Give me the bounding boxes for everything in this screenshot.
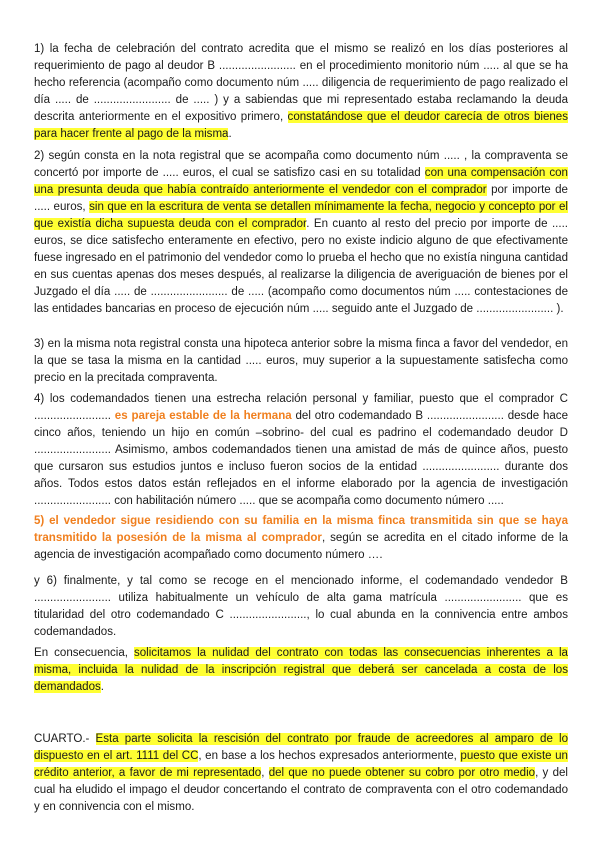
- paragraph-1: [34, 41, 568, 143]
- paragraph-4-text: 4) los codemandados tienen una estrecha relación personal y familiar, puesto que el comprador C ........................: [34, 393, 568, 423]
- highlight-deed-details: sin que en la escritura de venta se detallen mínimamente la fecha, negocio y concepto por el que existía dicha supuesta deuda con el comprador: [34, 201, 568, 231]
- highlight-rescission: Esta parte solicita la rescisión del contrato por fraude de acreedores al amparo de lo dispuesto en el art. 1111 del CC: [34, 733, 568, 763]
- paragraph-6: [34, 573, 568, 641]
- paragraph-2: [34, 148, 568, 318]
- paragraph-1-text: 1) la fecha de celebración del contrato acredita que el mismo se realizó en los días posteriores al requerimiento de pago al deudor B ........................ en el procedimiento monitorio núm ..... al que se ha hecho referencia (acompaño como documento núm ..... diligencia de requerimiento de pago realizado el día ..... de ........................ de ..... ) y a sabiendas que mi representado estaba reclamando la deuda descrita anteriormente en el expositivo primero,: [34, 43, 568, 124]
- emphasis-seller-residing: el vendedor sigue residiendo con su familia en la misma finca transmitida sin que se haya transmitido la posesión de la misma al comprador: [34, 515, 569, 545]
- paragraph-cuarto: [34, 731, 568, 816]
- paragraph-3: [34, 336, 568, 387]
- highlight-no-other-assets: constatándose que el deudor carecía de otros bienes para hacer frente al pago de la misma: [34, 111, 568, 141]
- paragraph-5-text: , según se acredita en el citado informe de la agencia de investigación acompañado como documento número ….: [34, 532, 568, 562]
- paragraph-7: [34, 645, 568, 696]
- paragraph-6-text: y 6) finalmente, y tal como se recoge en el mencionado informe, el codemandado vendedor B ........................ utiliza habitualmente un vehículo de alta gama matrícula ........................ que es titularidad del otro codemandado C ........................, lo cual abunda en la connivencia entre ambos codemandados.: [34, 575, 568, 639]
- paragraph-cuarto-comma: ,: [261, 767, 269, 780]
- paragraph-1-end: .: [228, 128, 232, 141]
- paragraph-2-text: 2) según consta en la nota registral que se acompaña como documento núm ..... , la compraventa se concertó por importe de ..... euros, el cual se satisfizo casi en su totalidad: [34, 150, 568, 180]
- paragraph-5-number: 5): [34, 515, 50, 527]
- paragraph-3-text: 3) en la misma nota registral consta una hipoteca anterior sobre la misma finca a favor del vendedor, en la que se tasa la misma en la cantidad ..... euros, muy superior a la supuestamente satisfecha como precio en la precitada compraventa.: [34, 338, 568, 385]
- emphasis-partner: es pareja estable de la hermana: [114, 410, 292, 423]
- section-cuarto-label: CUARTO.-: [34, 733, 96, 745]
- paragraph-2-text-c: . En cuanto al resto del precio por importe de ..... euros, se dice satisfecho enteramente en efectivo, pero no existe indicio alguno de que efectivamente fuese ingresado en el patrimonio del vendedor como lo prueba el hecho que no existía ninguna cantidad en sus cuentas apenas dos meses después, al realizarse la diligencia de averiguación de bienes por el Juzgado el día ..... de ........................ de ..... (acompaño como documentos núm ..... contestaciones de las entidades bancarias en proceso de ejecución núm ..... seguido ante el Juzgado de ........................ ).: [34, 218, 568, 316]
- highlight-compensation: con una compensación con una presunta deuda que había contraído anteriormente el vendedor con el comprador: [34, 167, 568, 197]
- highlight-prior-credit: puesto que existe un crédito anterior, a favor de mi representado: [34, 750, 568, 780]
- highlight-no-other-means: del que no puede obtener su cobro por otro medio: [268, 767, 536, 780]
- paragraph-7-text: En consecuencia,: [34, 647, 134, 659]
- paragraph-cuarto-text-b: , en base a los hechos expresados anteriormente,: [198, 750, 461, 763]
- highlight-nullity-request: solicitamos la nulidad del contrato con todas las consecuencias inherentes a la misma, incluida la nulidad de la inscripción registral que deberá ser cancelada a costa de los demandados: [34, 647, 568, 694]
- paragraph-7-end: .: [100, 681, 104, 694]
- paragraph-4-text-b: del otro codemandado B ........................ desde hace cinco años, teniendo un hijo en común –sobrino- del cual es padrino el codemandado deudor D ........................ Asimismo, ambos codemandados tienen una amistad de más de quince años, puesto que cursaron sus estudios juntos e incluso fueron socios de la entidad ........................ durante dos años. Todos estos datos están reflejados en el informe elaborado por la agencia de investigación ........................ con habilitación número ..... que se acompaña como documento número .....: [34, 410, 568, 508]
- paragraph-5: [34, 513, 568, 564]
- paragraph-2-text-b: por importe de ..... euros,: [34, 184, 568, 214]
- paragraph-4: [34, 391, 568, 510]
- paragraph-cuarto-text-d: , y del cual ha eludido el impago el deudor concertando el contrato de compraventa con el otro codemandado y en connivencia con el mismo.: [34, 767, 569, 814]
